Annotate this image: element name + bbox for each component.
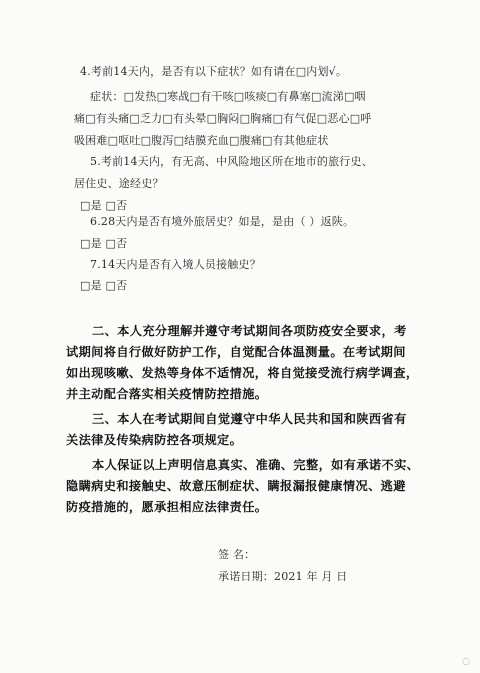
- q5-line-1: 5.考前14天内，有无高、中风险地区所在地市的旅行史、: [90, 155, 373, 168]
- q4-line-2: 症状：□发热□寒战□有干咳□咳痰□有鼻塞□流涕□咽: [90, 90, 366, 103]
- para2-line-1: 二、本人充分理解并遵守考试期间各项防疫安全要求，考: [92, 324, 407, 338]
- q7-options: □是 □否: [80, 279, 128, 292]
- watermark-icon: ○: [462, 657, 470, 667]
- q5-line-2: 居住史、途经史？: [74, 177, 164, 190]
- q5-options: □是 □否: [80, 199, 128, 212]
- para4-line-3: 防疫措施的，愿承担相应法律责任。: [66, 500, 268, 514]
- para2-line-3: 如出现咳嗽、发热等身体不适情况，将自觉接受流行病学调查，: [66, 366, 419, 380]
- para2-line-4: 并主动配合落实相关疫情防控措施。: [66, 387, 268, 401]
- q4-line-3: 痛□有头痛□乏力□有头晕□胸闷□胸痛□有气促□恶心□呼: [74, 112, 372, 125]
- signature-name-label: 签 名：: [218, 548, 256, 561]
- para3-line-2: 关法律及传染病防控各项规定。: [66, 433, 243, 447]
- q4-line-4: 吸困难□呕吐□腹泻□结膜充血□腹痛□有其他症状: [74, 134, 329, 147]
- q6-line-1: 6.28天内是否有境外旅居史？如是，是由（ ）返陕。: [90, 215, 355, 228]
- q7-line-1: 7.14天内是否有入境人员接触史？: [90, 258, 261, 271]
- para4-line-2: 隐瞒病史和接触史、故意压制症状、瞒报漏报健康情况、逃避: [66, 479, 406, 493]
- para4-line-1: 本人保证以上声明信息真实、准确、完整，如有承诺不实、: [92, 458, 420, 472]
- para2-line-2: 试期间将自行做好防护工作，自觉配合体温测量。在考试期间: [66, 345, 406, 359]
- q6-options: □是 □否: [80, 237, 128, 250]
- para3-line-1: 三、本人在考试期间自觉遵守中华人民共和国和陕西省有: [92, 412, 407, 426]
- signature-date-label: 承诺日期：2021 年 月 日: [218, 570, 348, 583]
- q4-line-1: 4.考前14天内，是否有以下症状？如有请在□内划√。: [80, 65, 348, 78]
